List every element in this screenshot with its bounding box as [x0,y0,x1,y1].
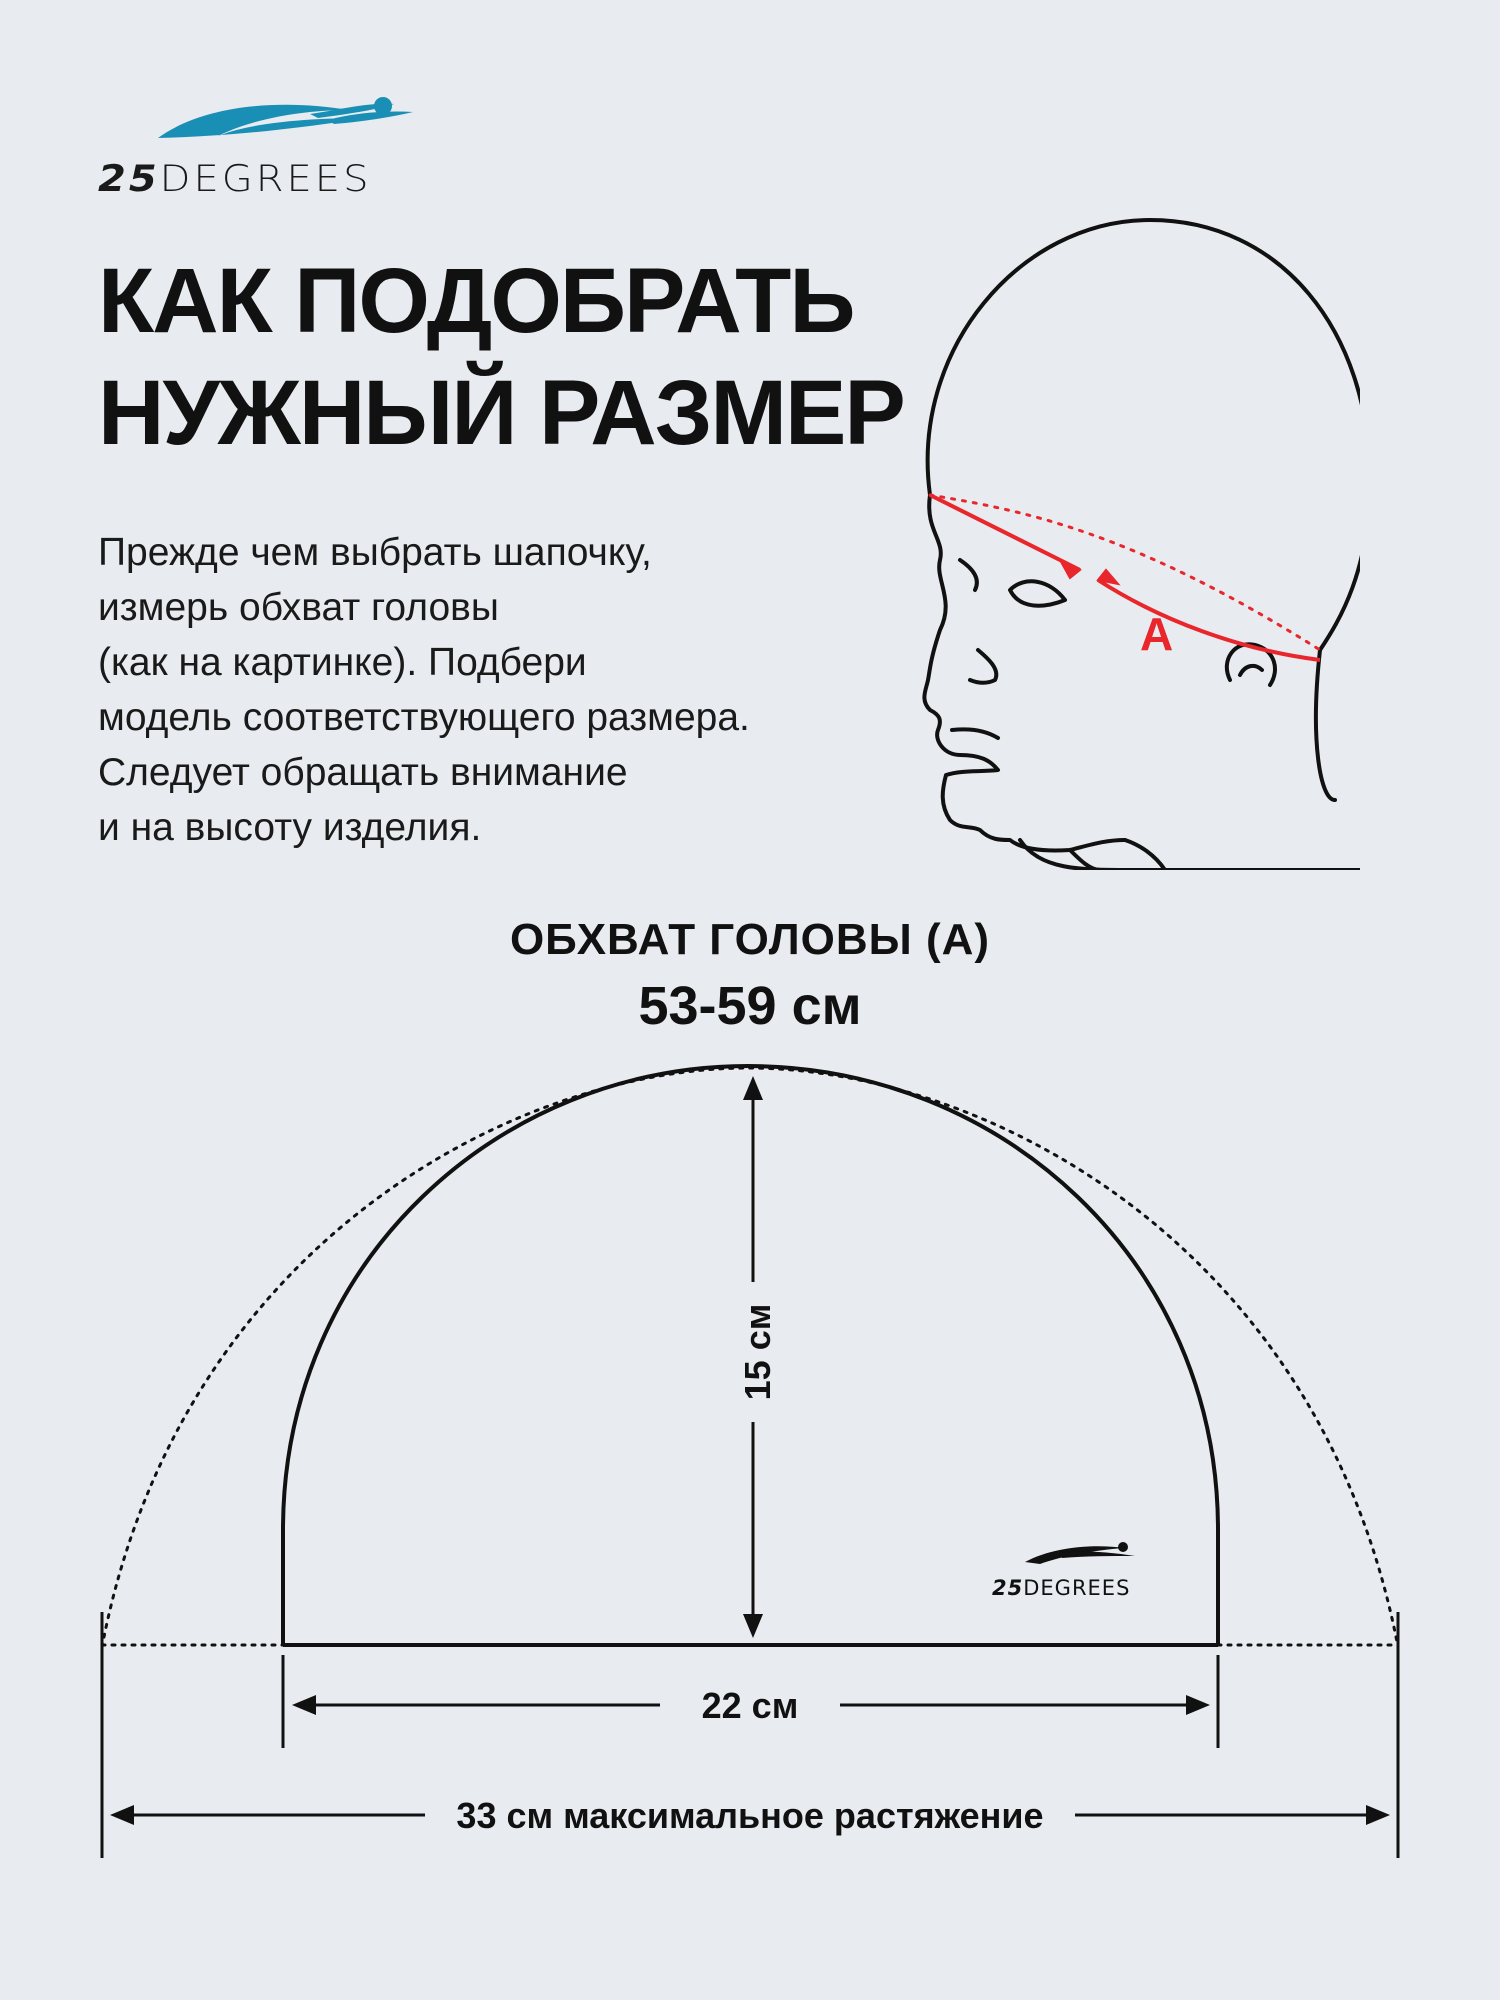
logo-number: 25 [98,158,160,201]
measurement-line [930,495,1320,660]
brand-logo [98,80,418,200]
swimmer-logo-icon [98,80,418,160]
description-line: и на высоту изделия. [98,806,482,849]
cap-logo-text: 25DEGREES [992,1576,1131,1600]
measurement-label: ОБХВАТ ГОЛОВЫ (А) [509,915,991,964]
measurement-marker-label: A [1140,608,1174,660]
description-line: Прежде чем выбрать шапочку, [98,531,652,574]
cap-dimensions-diagram [0,1040,1500,1920]
title-line-1: КАК ПОДОБРАТЬ [98,250,854,352]
stretch-dimension [102,1612,1398,1858]
cap-logo [992,1542,1135,1600]
page-title [98,245,904,469]
description-line: модель соответствующего размера. [98,696,750,739]
height-dimension [737,1076,778,1638]
head-measurement-illustration [900,180,1360,870]
height-label: 15 см [737,1303,778,1401]
title-line-2: НУЖНЫЙ РАЗМЕР [98,362,904,464]
width-label: 22 см [701,1685,799,1726]
logo-word: DEGREES [159,158,372,201]
width-dimension [283,1655,1218,1748]
stretch-label: 33 см максимальное растяжение [456,1795,1044,1836]
logo-wordmark [98,158,371,200]
description-line: (как на картинке). Подбери [98,641,587,684]
instructions-text [98,525,858,855]
measurement-value: 53-59 см [638,976,862,1036]
head-outline [924,220,1360,870]
description-line: измерь обхват головы [98,586,499,629]
description-line: Следует обращать внимание [98,751,628,794]
